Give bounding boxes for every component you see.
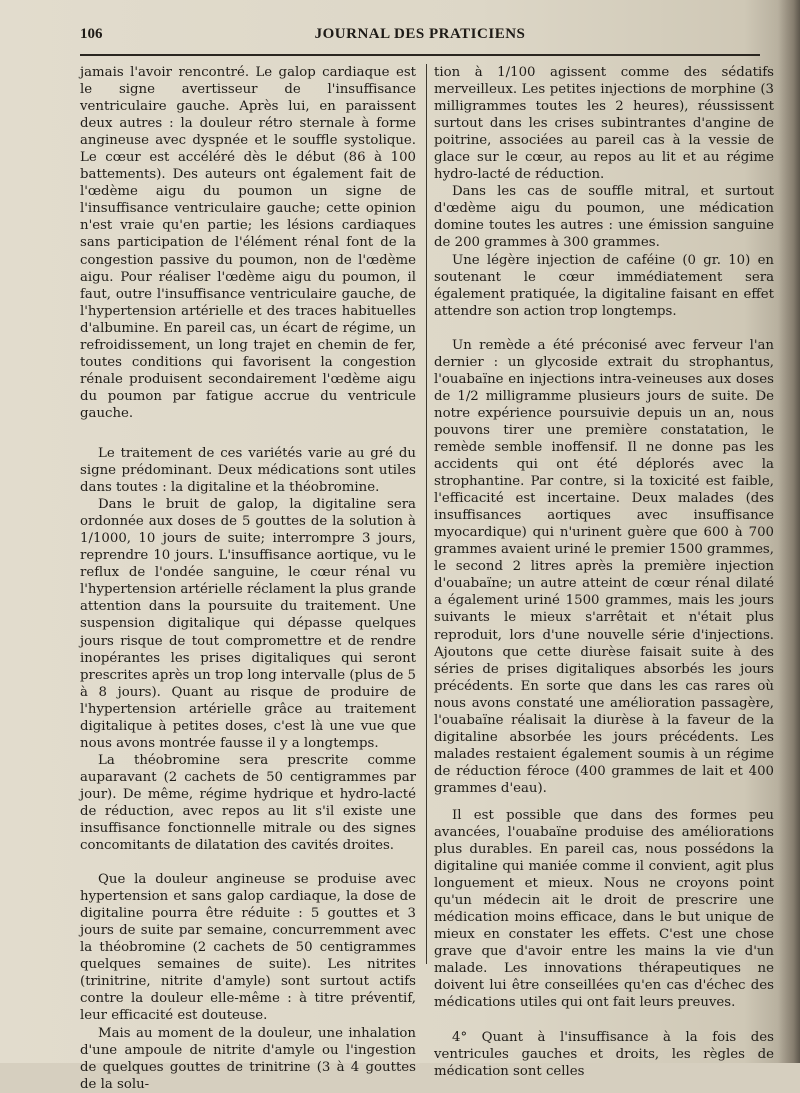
- page-edge-shadow: [778, 0, 800, 1063]
- paragraph: Mais au moment de la douleur, une inhalation d'une ampoule de nitrite d'amyle ou l'ingestion de quelques gouttes de trinitrine (3 à 4 gouttes de la solu-: [80, 1025, 416, 1092]
- right-column: [434, 64, 774, 1080]
- paragraph: tion à 1/100 agissent comme des sédatifs merveilleux. Les petites injections de morphine (3 milligrammes toutes les 2 heures), réussissent surtout dans les crises subintrantes d'angine de poitrine, associées au pareil cas à la vessie de glace sur le cœur, au repos au lit et au régime hydro-lacté de réduction.: [434, 65, 774, 183]
- paragraph: Une légère injection de caféine (0 gr. 10) en soutenant le cœur immédiatement sera également pratiquée, la digitaline faisant en effet attendre son action trop longtemps.: [434, 252, 774, 319]
- journal-title: JOURNAL DES PRATICIENS: [314, 26, 526, 42]
- paragraph: Que la douleur angineuse se produise avec hypertension et sans galop cardiaque, la dose de digitaline pourra être réduite : 5 gouttes et 3 jours de suite par semaine, concurremment avec la théobromine (2 cachets de 50 centigrammes quelques semaines de suite). Les nitrites (trinitrine, nitrite d'amyle) sont surtout actifs contre la douleur elle-même : à titre préventif, leur efficacité est douteuse.: [80, 872, 416, 1024]
- paragraph: La théobromine sera prescrite comme auparavant (2 cachets de 50 centigrammes par jour). De même, régime hydrique et hydro-lacté de réduction, avec repos au lit s'il existe une insuffisance fonctionnelle mitrale ou des signes concomitants de dilatation des cavités droites.: [80, 752, 416, 854]
- paragraph: jamais l'avoir rencontré. Le galop cardiaque est le signe avertisseur de l'insuffisance ventriculaire gauche. Après lui, en paraissent deux autres : la douleur rétro sternale à forme angineuse avec dyspnée et le souffle systolique. Le cœur est accéléré dès le début (86 à 100 battements). Des auteurs ont également fait de l'œdème aigu du poumon un signe de l'insuffisance ventriculaire gauche; cette opinion n'est vraie qu'en partie; les lésions cardiaques sans participation de l'élément rénal font de la congestion passive du poumon, non de l'œdème aigu. Pour réaliser l'œdème aigu du poumon, il faut, outre l'insuffisance ventriculaire gauche, de l'hypertension artérielle et des traces habituelles d'albumine. En pareil cas, un écart de régime, un refroidissement, un long trajet en chemin de fer, toutes conditions qui favorisent la congestion rénale produisent secondairement l'œdème aigu du poumon par fatigue accrue du ventricule gauche.: [80, 65, 416, 421]
- paragraph: Un remède a été préconisé avec ferveur l'an dernier : un glycoside extrait du strophantus, l'ouabaïne en injections intra-veineuses aux doses de 1/2 milligramme plusieurs jours de suite. De notre expérience poursuivie depuis un an, nous pouvons tirer une première constatation, le remède semble inoffensif. Il ne donne pas les accidents qui ont été déplorés avec la strophantine. Par contre, si la toxicité est faible, l'efficacité est incertaine. Deux malades (des insuffisances aortiques avec insuffisance myocardique) qui n'urinent guère que 600 à 700 grammes avaient uriné le premier 1500 grammes, le second 2 litres après la première injection d'ouabaïne; un autre atteint de cœur rénal dilaté a également uriné 1500 grammes, mais les jours suivants le mieux s'arrêtait et n'était plus reproduit, lors d'une nouvelle série d'injections. Ajoutons que cette diurèse faisait suite à des séries de prises digitaliques absorbés les jours précédents. En sorte que dans les cas rares où nous avons constaté une amélioration passagère, l'ouabaïne réalisait la diurèse à la faveur de la digitaline absorbée les jours précédents. Les malades restaient également soumis à un régime de réduction féroce (400 grammes de lait et 400 grammes d'eau).: [434, 337, 774, 796]
- paragraph: Le traitement de ces variétés varie au gré du signe prédominant. Deux médications sont utiles dans toutes : la digitaline et la théobromine.: [80, 445, 416, 496]
- header-rule: [80, 54, 760, 56]
- running-header: [80, 26, 760, 48]
- paragraph: Dans les cas de souffle mitral, et surtout d'œdème aigu du poumon, une médication domine toutes les autres : une émission sanguine de 200 grammes à 300 grammes.: [434, 184, 774, 251]
- paragraph: 4° Quant à l'insuffisance à la fois des ventricules gauches et droits, les règles de médication sont celles: [434, 1029, 774, 1079]
- left-column: [80, 64, 416, 1093]
- paragraph: Il est possible que dans des formes peu avancées, l'ouabaïne produise des améliorations plus durables. En pareil cas, nous possédons la digitaline qui maniée comme il convient, agit plus longuement et mieux. Nous ne croyons point qu'un médecin ait le droit de prescrire une médication moins efficace, dans le but unique de mieux en constater les effets. C'est une chose grave que d'avoir entre les mains la vie d'un malade. Les innovations thérapeutiques ne doivent lui être conseillées qu'en cas d'échec des médications utiles qui ont fait leurs preuves.: [434, 807, 774, 1011]
- page-number: 106: [80, 26, 103, 42]
- paragraph: Dans le bruit de galop, la digitaline sera ordonnée aux doses de 5 gouttes de la solution à 1/1000, 10 jours de suite; interrompre 3 jours, reprendre 10 jours. L'insuffisance aortique, vu le reflux de l'ondée sanguine, le cœur rénal vu l'hypertension artérielle réclament la plus grande attention dans la poursuite du traitement. Une suspension digitalique qui dépasse quelques jours risque de tout compromettre et de rendre inopérantes les prises digitaliques qui seront prescrites après un trop long intervalle (plus de 5 à 8 jours). Quant au risque de produire de l'hypertension artérielle grâce au traitement digitalique à petites doses, c'est là une vue que nous avons montrée fausse il y a longtemps.: [80, 497, 417, 751]
- column-rule: [426, 64, 427, 964]
